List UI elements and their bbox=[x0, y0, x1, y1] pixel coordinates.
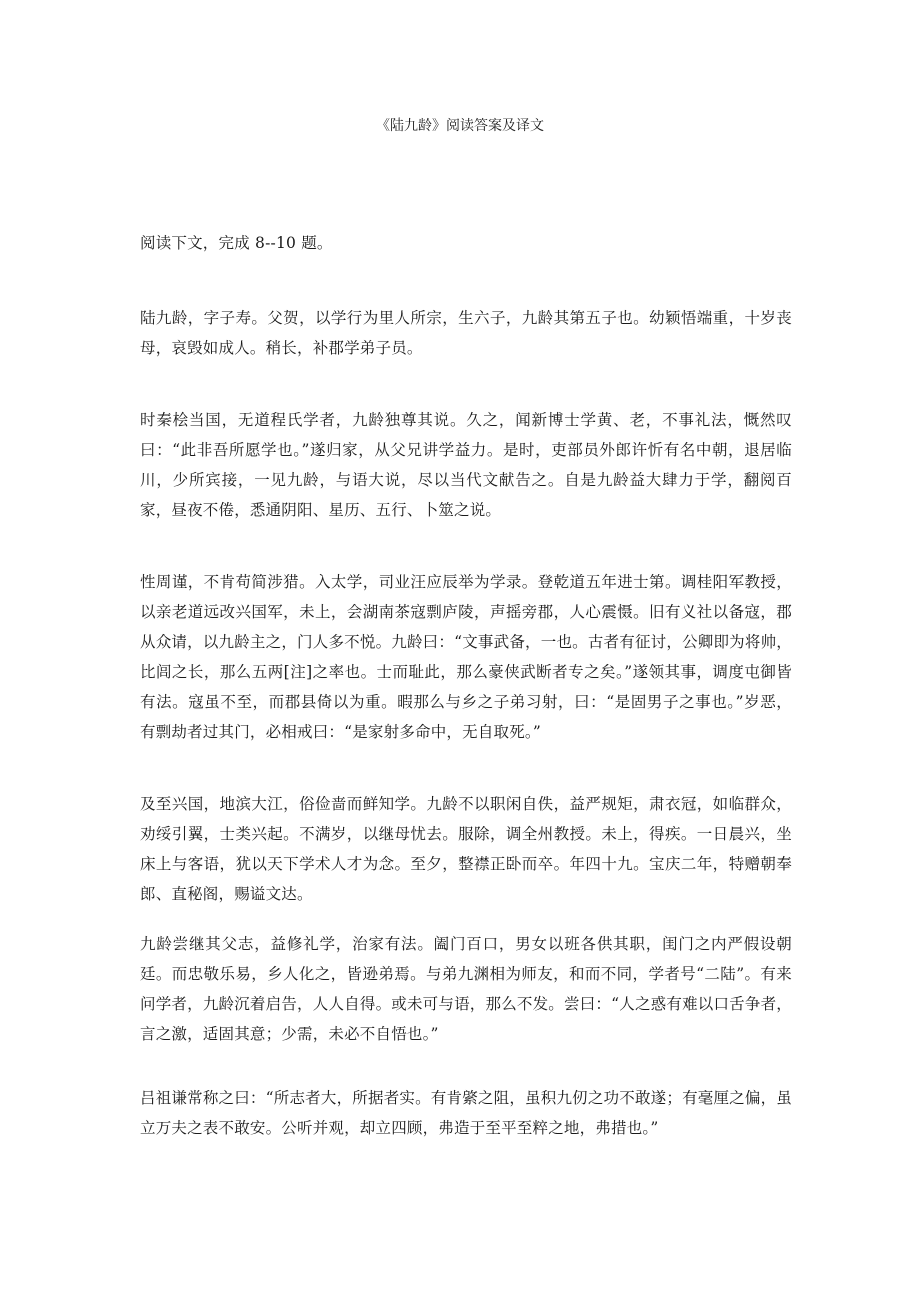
paragraph-3: 性周谨，不肯苟简涉猎。入太学，司业汪应辰举为学录。登乾道五年进士第。调桂阳军教授，以亲老道远改兴国军，未上，会湖南茶寇剽庐陵，声摇旁郡，人心震慑。旧有义社以备寇，郡从众请，以九龄主之，门人多不悦。九龄曰：“文事武备，一也。古者有征讨，公卿即为将帅，比闾之长，那么五两[注]之率也。士而耻此，那么豪侠武断者专之矣。”遂领其事，调度屯御皆有法。寇虽不至，而郡县倚以为重。暇那么与乡之子弟习射，曰：“是固男子之事也。”岁恶，有剽劫者过其门，必相戒曰：“是家射多命中，无自取死。” bbox=[140, 573, 792, 741]
page-title: 《陆九龄》阅读答案及译文 bbox=[376, 118, 544, 134]
paragraph-2: 时秦桧当国，无道程氏学者，九龄独尊其说。久之，闻新博士学黄、老，不事礼法，慨然叹曰：“此非吾所愿学也。”遂归家，从父兄讲学益力。是时，吏部员外郎许忻有名中朝，退居临川，少所宾接，一见九龄，与语大说，尽以当代文献告之。自是九龄益大肆力于学，翻阅百家，昼夜不倦，悉通阴阳、星历、五行、卜筮之说。 bbox=[140, 411, 792, 519]
intro-paragraph: 阅读下文，完成 8--10 题。 bbox=[140, 234, 333, 252]
paragraph-1: 陆九龄，字子寿。父贺，以学行为里人所宗，生六子，九龄其第五子也。幼颖悟端重，十岁丧母，哀毁如成人。稍长，补郡学弟子员。 bbox=[140, 309, 792, 357]
paragraph-5: 九龄尝继其父志，益修礼学，治家有法。阖门百口，男女以班各供其职，闺门之内严假设朝廷。而忠敬乐易，乡人化之，皆逊弟焉。与弟九渊相为师友，和而不同，学者号“二陆”。有来问学者，九龄沉着启告，人人自得。或未可与语，那么不发。尝曰：“人之惑有难以口舌争者，言之激，适固其意；少需，未必不自悟也。” bbox=[140, 935, 792, 1043]
paragraph-6: 吕祖谦常称之曰：“所志者大，所据者实。有肯綮之阻，虽积九仞之功不敢遂；有毫厘之偏，虽立万夫之表不敢安。公听并观，却立四顾，弗造于至平至粹之地，弗措也。” bbox=[140, 1089, 792, 1137]
paragraph-4: 及至兴国，地滨大江，俗俭啬而鲜知学。九龄不以职闲自佚，益严规矩，肃衣冠，如临群众，劝绥引翼，士类兴起。不满岁，以继母忧去。服除，调全州教授。未上，得疾。一日晨兴，坐床上与客语，犹以天下学术人才为念。至夕，整襟正卧而卒。年四十九。宝庆二年，特赠朝奉郎、直秘阁，赐谥文达。 bbox=[140, 795, 792, 903]
